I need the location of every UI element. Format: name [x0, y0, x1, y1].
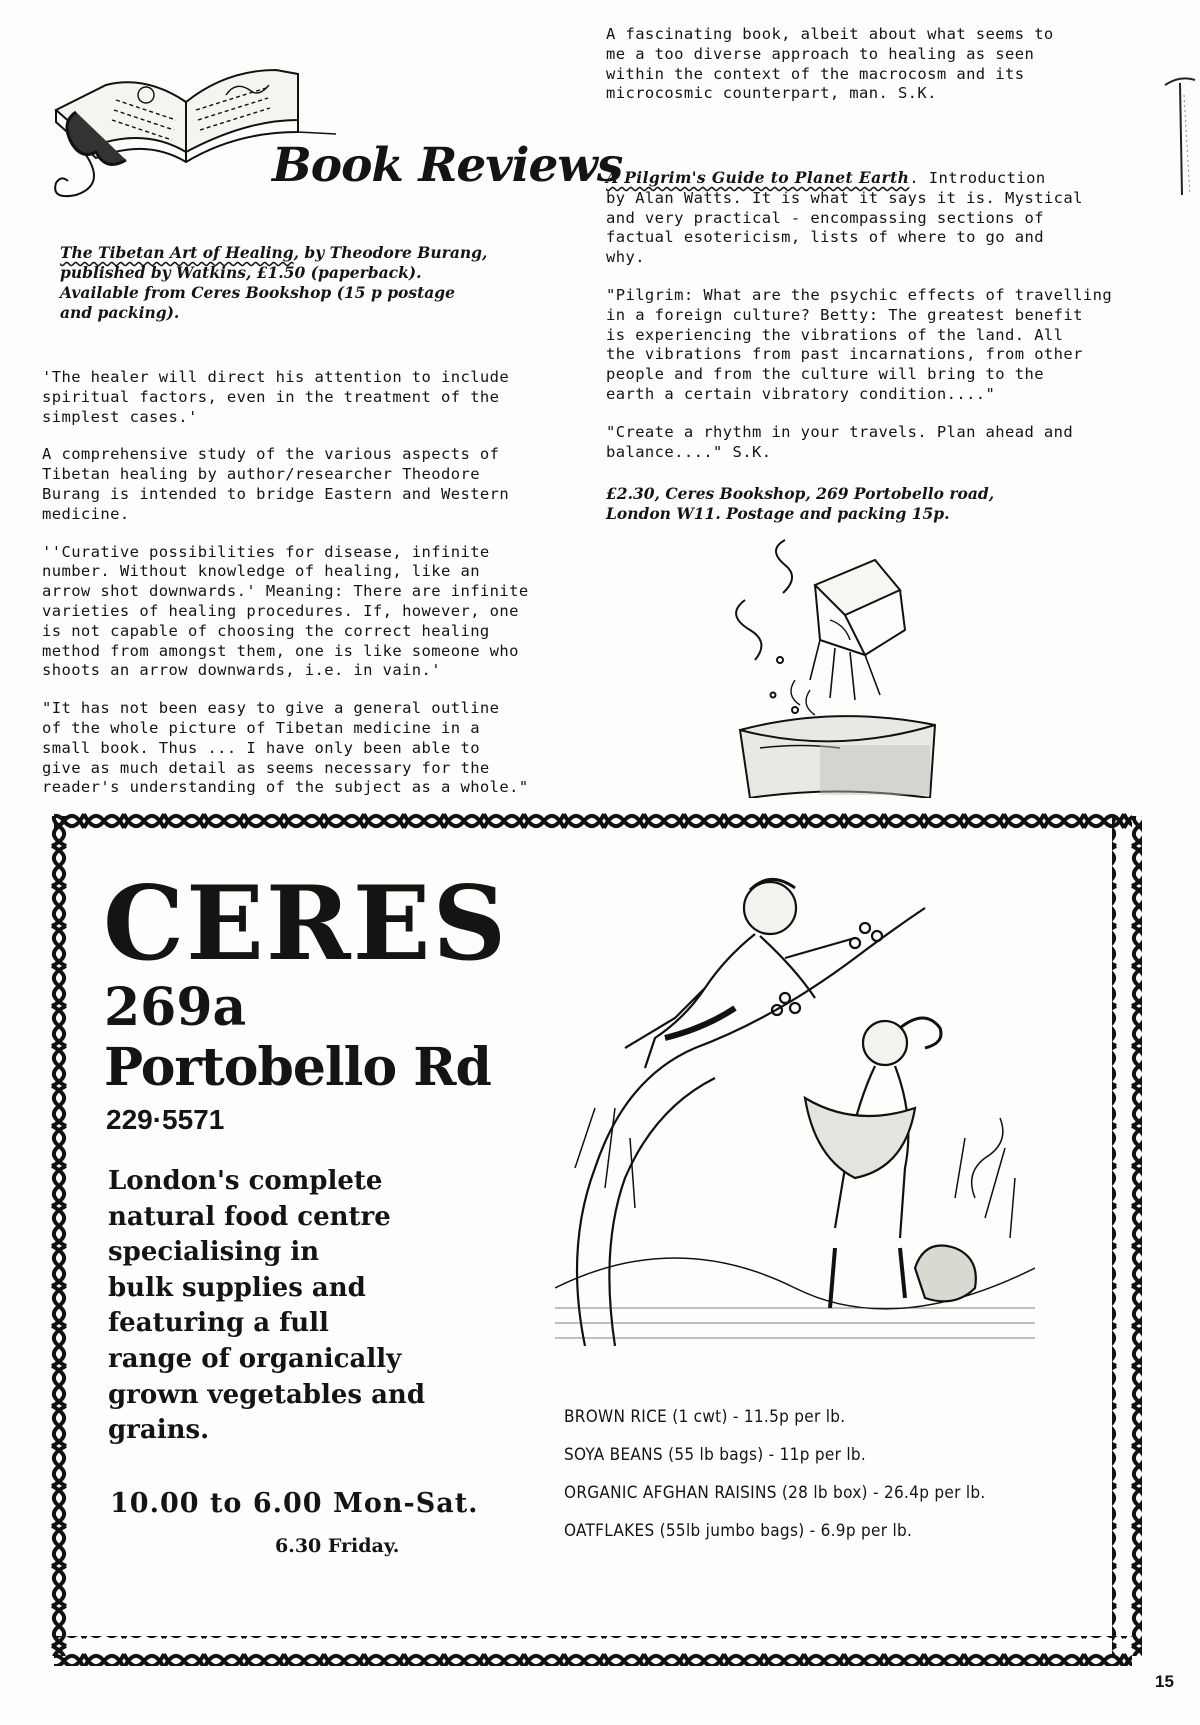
review-continuation: A fascinating book, albeit about what seems to me a too diverse approach to healing as seen within the context of the macrocosm and its microcosmic counterpart, man. S.K. [606, 25, 1054, 103]
opening-hours: 10.00 to 6.00 Mon-Sat. [110, 1488, 479, 1519]
title-suffix: . Introduction [909, 169, 1046, 187]
review-paragraph: "Pilgrim: What are the psychic effects of travelling in a foreign culture? Betty: The greatest benefit is experiencing the vibrations of the land. All the vibrations from past incarnations, from other people and from the culture will bring to the earth a certain vibratory condition...." [606, 285, 1113, 403]
shop-phone: 229·5571 [106, 1104, 225, 1135]
review-paragraph: "It has not been easy to give a general outline of the whole picture of Tibetan medicine in a small book. Thus ... I have only been able to give as much detail as seems necessary for the reader's understanding of the subject as a whole." [42, 699, 529, 797]
shop-street-number: 269a [104, 977, 247, 1038]
edge-mark-icon [1160, 75, 1200, 200]
price-item: BROWN RICE (1 cwt) - 11.5p per lb. [564, 1407, 846, 1427]
citation-line: , by Theodore Burang, [293, 243, 488, 262]
shop-name: CERES [103, 864, 509, 984]
box-cartoon-illustration [725, 530, 955, 798]
book-title: The Tibetan Art of Healing [60, 243, 294, 262]
review-paragraph: A comprehensive study of the various aspects of Tibetan healing by author/researcher Theodore Burang is intended to bridge Eastern and Western medicine. [42, 445, 510, 523]
review-paragraph: 'The healer will direct his attention to include spiritual factors, even in the treatment of the simplest cases.' [42, 368, 510, 426]
book-title: A Pilgrim's Guide to Planet Earth [606, 168, 910, 187]
citation-line: and packing). [60, 303, 180, 322]
review-citation: £2.30, Ceres Bookshop, 269 Portobello road, London W11. Postage and packing 15p. [606, 484, 995, 523]
price-item: ORGANIC AFGHAN RAISINS (28 lb box) - 26.4p per lb. [564, 1483, 986, 1503]
page-heading: Book Reviews [272, 138, 623, 193]
citation-line: published by Watkins, £1.50 (paperback). [60, 263, 422, 282]
page-number: 15 [1155, 1672, 1174, 1691]
shop-street: Portobello Rd [104, 1037, 491, 1098]
review-paragraph: "Create a rhythm in your travels. Plan ahead and balance...." S.K. [606, 422, 1074, 461]
price-item: SOYA BEANS (55 lb bags) - 11p per lb. [564, 1445, 867, 1465]
review-citation [60, 243, 560, 323]
friday-hours: 6.30 Friday. [275, 1535, 400, 1557]
review-body [606, 168, 1146, 480]
review-paragraph: ''Curative possibilities for disease, infinite number. Without knowledge of healing, like an arrow shot downwards.' Meaning: There are infinite varieties of healing procedures. If, however, one is not capable of choosing the correct healing method from amongst them, one is like someone who shoots an arrow downwards, i.e. in vain.' [42, 542, 529, 680]
citation-line: Available from Ceres Bookshop (15 p postage [60, 283, 455, 302]
review-body [42, 368, 562, 816]
price-list [564, 1402, 1084, 1554]
fairy-tale-illustration [555, 868, 1035, 1346]
shop-description: London's complete natural food centre specialising in bulk supplies and featuring a full range of organically grown vegetables and grains. [108, 1166, 426, 1446]
price-item: OATFLAKES (55lb jumbo bags) - 6.9p per lb. [564, 1521, 913, 1541]
review-paragraph: by Alan Watts. It is what it says it is. Mystical and very practical - encompassing sections of factual esotericism, lists of where to go and why. [606, 188, 1083, 267]
